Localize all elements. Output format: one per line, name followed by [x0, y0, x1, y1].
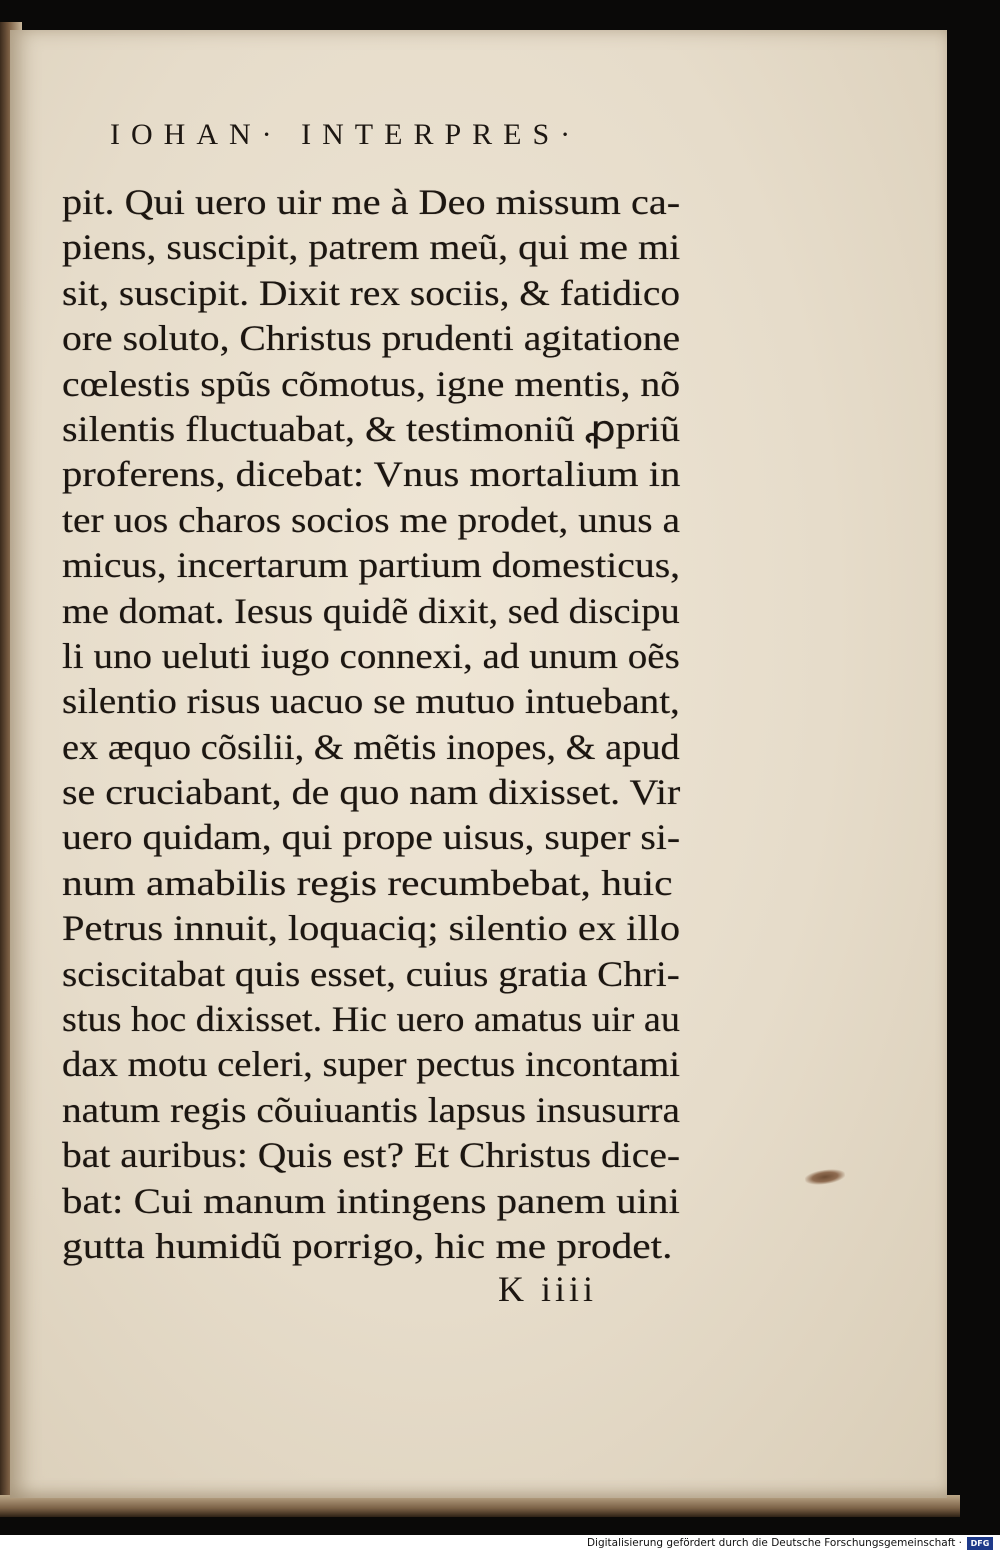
ink-stain: [804, 1167, 846, 1186]
text-line: ex æquo cõsilii, & mẽtis inopes, & apud: [62, 726, 680, 767]
signature-mark: K iiii: [498, 1269, 598, 1309]
text-line: gutta humidũ porrigo, hic me prodet.: [62, 1225, 673, 1266]
text-line: silentis fluctuabat, & testimoniũ ꝓpriũ: [62, 408, 681, 449]
text-line: cœlestis spũs cõmotus, igne mentis, nõ: [62, 363, 681, 404]
text-line: bat: Cui manum intingens panem uini: [62, 1180, 680, 1221]
text-line: dax motu celeri, super pectus incontami: [62, 1044, 681, 1085]
funding-credit: Digitalisierung gefördert durch die Deutsche Forschungsgemeinschaft ·: [586, 1537, 962, 1549]
text-line: ore soluto, Christus prudenti agitatione: [62, 318, 681, 359]
text-line: silentio risus uacuo se mutuo intuebant,: [62, 681, 680, 722]
footer-bar: [0, 1535, 1000, 1554]
text-line: piens, suscipit, patrem meũ, qui me mi: [62, 227, 681, 268]
text-line: uero quidam, qui prope uisus, super si-: [62, 817, 681, 858]
book-edge-bottom: [0, 1495, 960, 1517]
text-line: micus, incertarum partium domesticus,: [62, 545, 681, 586]
text-line: proferens, dicebat: Vnus mortalium in: [62, 454, 681, 495]
text-line: bat auribus: Quis est? Et Christus dice-: [62, 1135, 681, 1176]
text-line: sciscitabat quis esset, cuius gratia Chri-: [62, 953, 680, 994]
text-line: num amabilis regis recumbebat, huic: [62, 862, 673, 903]
text-line: ter uos charos socios me prodet, unus a: [62, 499, 681, 540]
book-page: [10, 30, 947, 1498]
text-line: se cruciabant, de quo nam dixisset. Vir: [62, 772, 681, 813]
text-line: Petrus innuit, loquaciq; silentio ex illo: [62, 908, 681, 949]
dfg-logo-icon: DFG: [967, 1537, 993, 1550]
text-line: natum regis cõuiuantis lapsus insusurra: [62, 1089, 680, 1130]
text-line: me domat. Iesus quidẽ dixit, sed discipu: [62, 590, 680, 631]
text-line: li uno ueluti iugo connexi, ad unum oẽs: [62, 635, 680, 676]
body-text: [62, 180, 702, 1269]
running-title: IOHAN· INTERPRES·: [110, 118, 582, 151]
text-line: stus hoc dixisset. Hic uero amatus uir au: [62, 999, 680, 1040]
text-line: sit, suscipit. Dixit rex sociis, & fatidico: [62, 272, 681, 313]
text-line: pit. Qui uero uir me à Deo missum ca-: [62, 182, 681, 222]
